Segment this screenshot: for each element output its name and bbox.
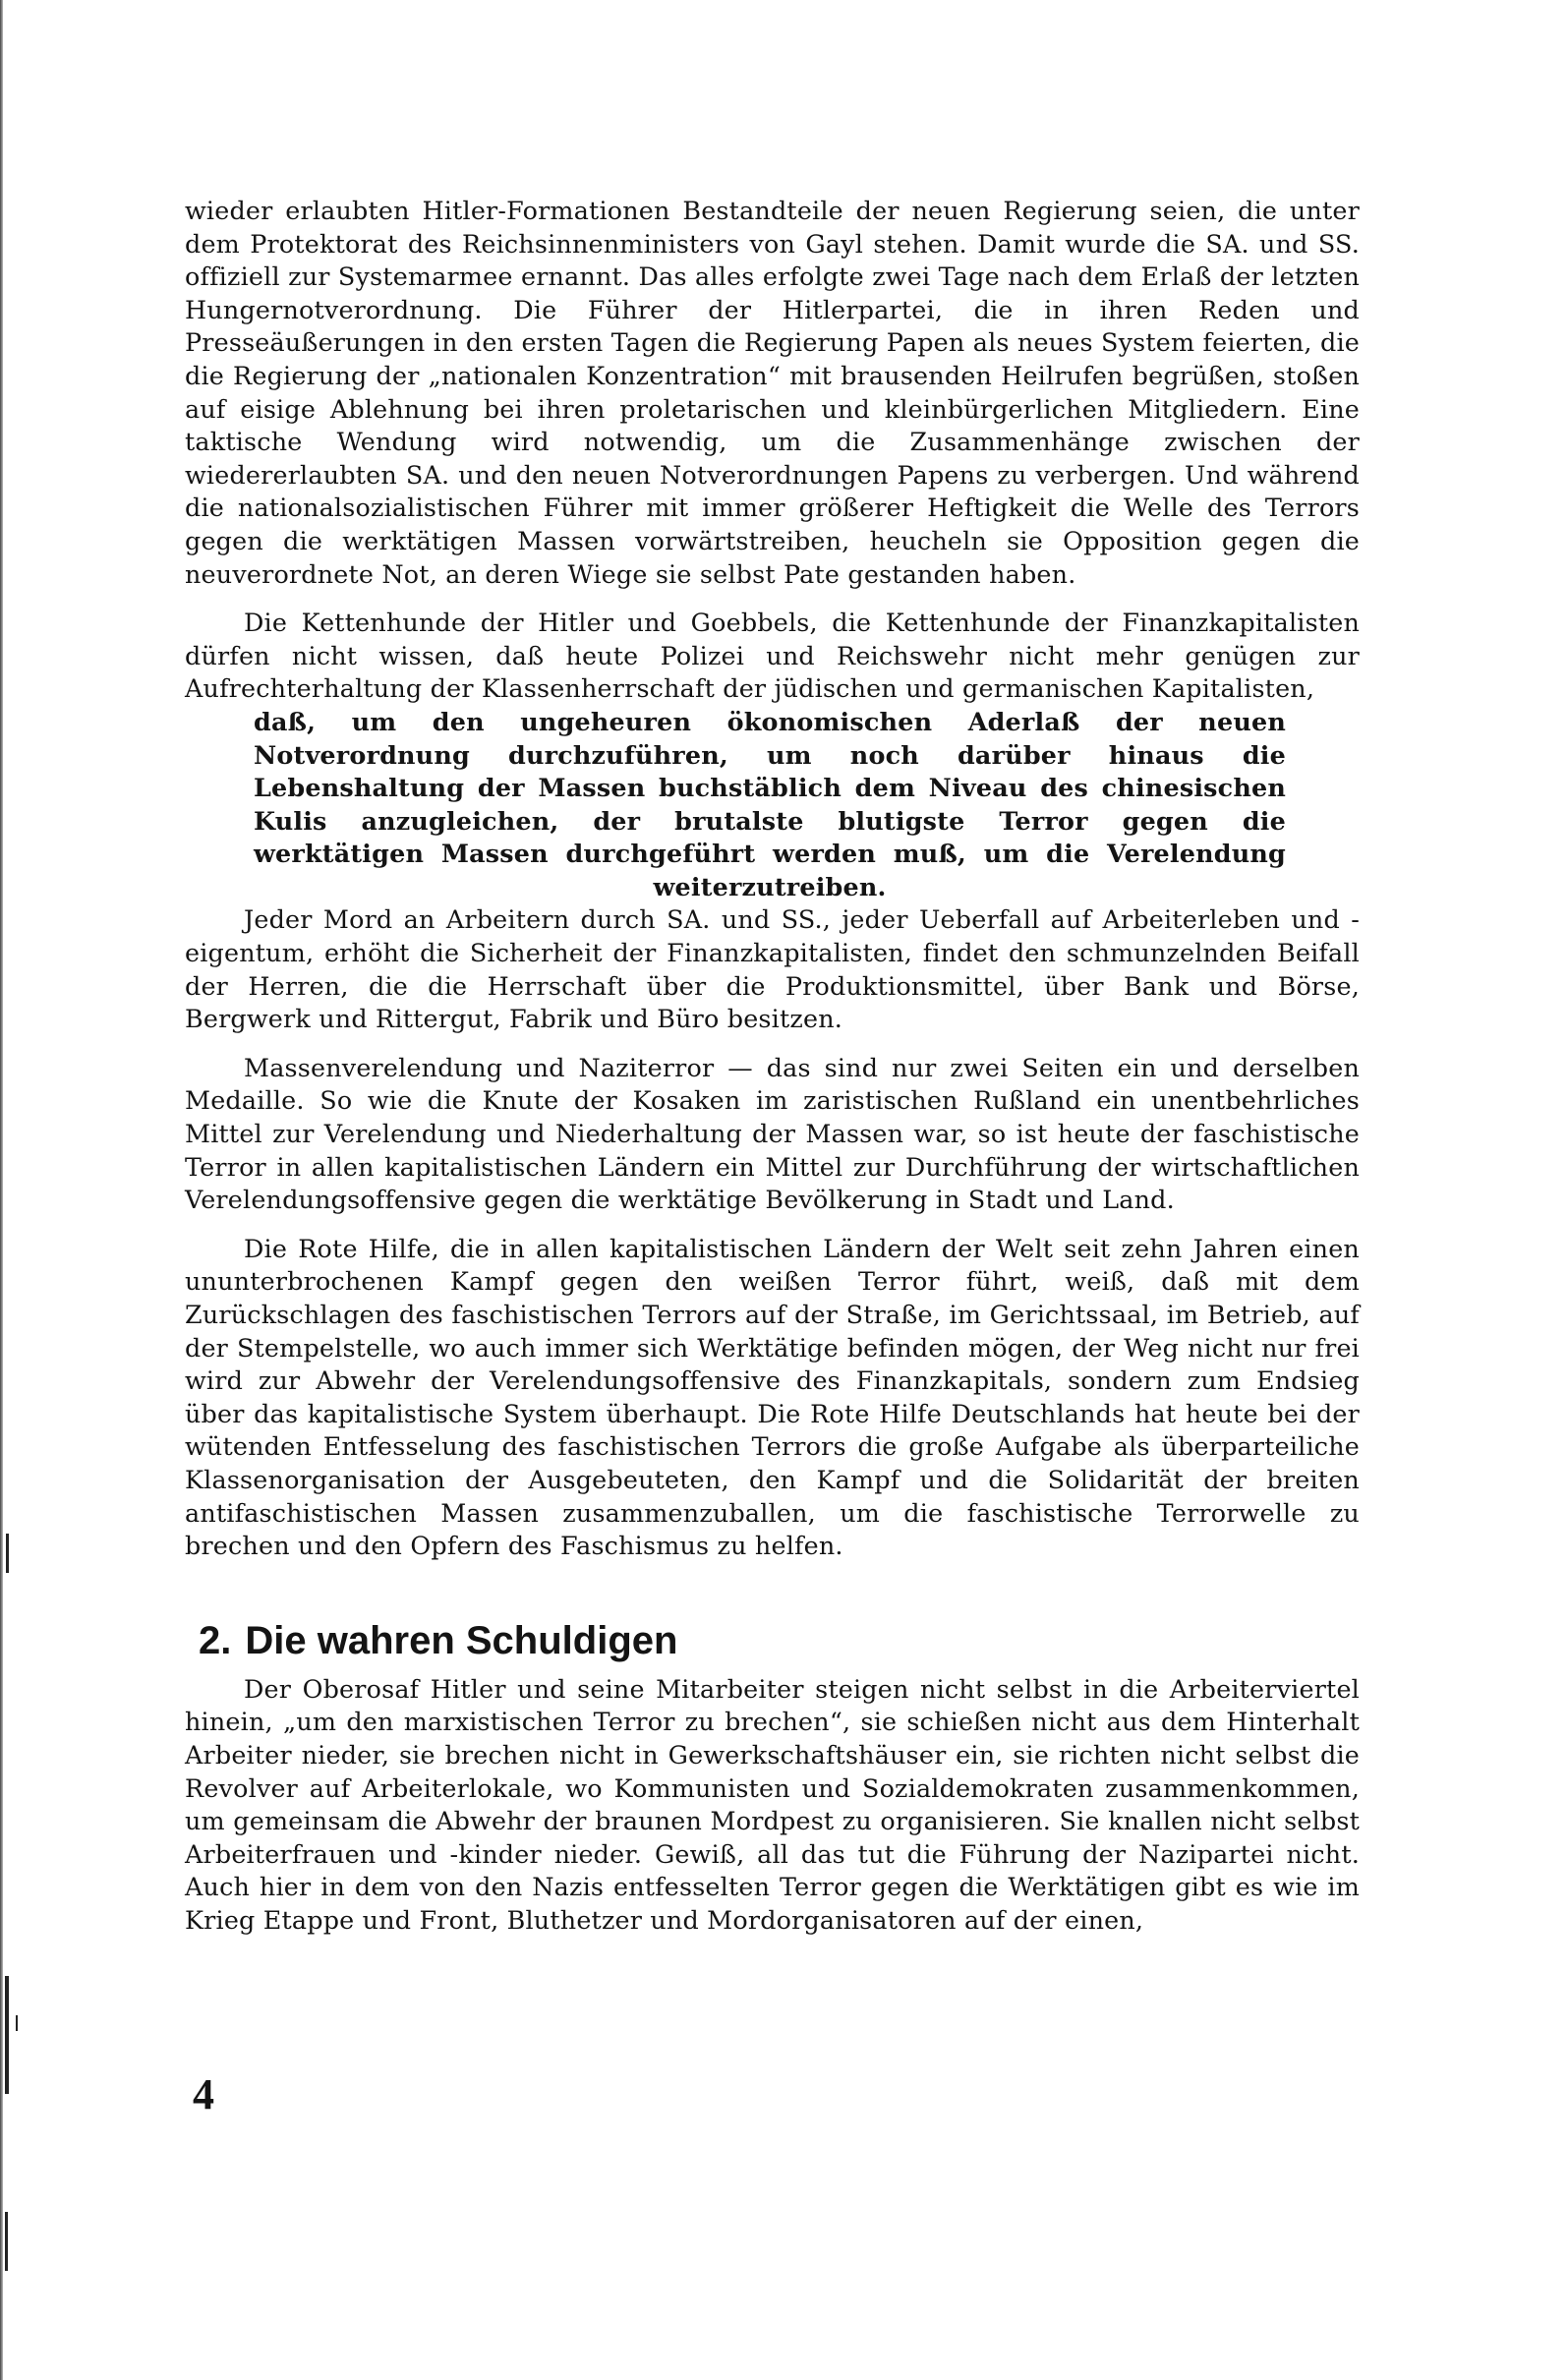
paragraph: Die Rote Hilfe, die in allen kapitalistischen Ländern der Welt seit zehn Jahren einen ununterbrochenen Kampf gegen den weißen Terror führt, weiß, daß mit dem Zurückschlagen des faschistischen Terrors auf der Straße, im Gerichtssaal, im Betrieb, auf der Stempelstelle, wo auch immer sich Werktätige befinden mögen, der Weg nicht nur frei wird zur Abwehr der Verelendungsoffensive des Finanzkapitals, sondern zum Endsieg über das kapitalistische System überhaupt. Die Rote Hilfe Deutschlands hat heute bei der wütenden Entfesselung des faschistischen Terrors die große Aufgabe als überparteiliche Klassenorganisation der Ausgebeuteten, den Kampf und die Solidarität der breiten antifaschistischen Massen zusammenzuballen, um die faschistische Terrorwelle zu brechen und den Opfern des Faschismus zu helfen. — [185, 1233, 1360, 1561]
section-heading — [199, 1616, 1360, 1665]
scan-mark — [6, 1534, 9, 1573]
scan-mark — [16, 2015, 18, 2031]
paragraph: wieder erlaubten Hitler-Formationen Bestandteile der neuen Regierung seien, die unter dem Protektorat des Reichsinnenministers von Gayl stehen. Damit wurde die SA. und SS. offiziell zur Systemarmee ernannt. Das alles erfolgte zwei Tage nach dem Erlaß der letzten Hungernotverordnung. Die Führer der Hitlerpartei, die in ihren Reden und Presseäußerungen in den ersten Tagen die Regierung Papen als neues System feierten, die die Regierung der „nationalen Konzentration“ mit brausenden Heilrufen begrüßen, stoßen auf eisige Ablehnung bei ihren proletarischen und kleinbürgerlichen Mitgliedern. Eine taktische Wendung wird notwendig, um die Zusammenhänge zwischen der wiedererlaubten SA. und den neuen Notverordnungen Papens zu verbergen. Und während die nationalsozialistischen Führer mit immer größerer Heftigkeit die Welle des Terrors gegen die werktätigen Massen vorwärtstreiben, heucheln sie Opposition gegen die neuverordnete Not, an deren Wiege sie selbst Pate gestanden haben. — [185, 196, 1360, 589]
section-number: 2. — [199, 1618, 232, 1662]
paragraph: Die Kettenhunde der Hitler und Goebbels, die Kettenhunde der Finanzkapitalisten dürfen nicht wissen, daß heute Polizei und Reichswehr nicht mehr genügen zur Aufrechterhaltung der Klassenherrschaft der jüdischen und germanischen Kapitalisten, — [185, 608, 1360, 704]
page-body — [185, 195, 1360, 1938]
scan-mark — [5, 2212, 8, 2271]
emphasized-passage: daß, um den ungeheuren ökonomischen Aderlaß der neuen Notverordnung durchzuführen, um noch darüber hinaus die Lebenshaltung der Massen buchstäblich dem Niveau des chinesischen Kulis anzugleichen, der brutalste blutigste Terror gegen die werktätigen Massen durchgeführt werden muß, um die Verelendung weiterzutreiben. — [254, 706, 1286, 901]
section-title: Die wahren Schuldigen — [245, 1618, 678, 1662]
page-number: 4 — [193, 2070, 214, 2119]
paragraph: Der Oberosaf Hitler und seine Mitarbeiter steigen nicht selbst in die Arbeiterviertel hinein, „um den marxistischen Terror zu brechen“, sie schießen nicht aus dem Hinterhalt Arbeiter nieder, sie brechen nicht in Gewerkschaftshäuser ein, sie richten nicht selbst die Revolver auf Arbeiterlokale, wo Kommunisten und Sozialdemokraten zusammenkommen, um gemeinsam die Abwehr der braunen Mordpest zu organisieren. Sie knallen nicht selbst Arbeiterfrauen und -kinder nieder. Gewiß, all das tut die Führung der Nazipartei nicht. Auch hier in dem von den Nazis entfesselten Terror gegen die Werktätigen gibt es wie im Krieg Etappe und Front, Bluthetzer und Mordorganisatoren auf der einen, — [185, 1673, 1360, 1935]
paragraph: Jeder Mord an Arbeitern durch SA. und SS., jeder Ueberfall auf Arbeiterleben und -eigentum, erhöht die Sicherheit der Finanzkapitalisten, findet den schmunzelnden Beifall der Herren, die die Herrschaft über die Produktionsmittel, über Bank und Börse, Bergwerk und Rittergut, Fabrik und Büro besitzen. — [185, 904, 1360, 1034]
page-edge — [0, 0, 3, 2380]
paragraph: Massenverelendung und Naziterror — das sind nur zwei Seiten ein und derselben Medaille. So wie die Knute der Kosaken im zaristischen Rußland ein unentbehrliches Mittel zur Verelendung und Niederhaltung der Massen war, so ist heute der faschistische Terror in allen kapitalistischen Ländern ein Mittel zur Durchführung der wirtschaftlichen Verelendungsoffensive gegen die werktätige Bevölkerung in Stadt und Land. — [185, 1052, 1360, 1215]
scan-mark — [5, 1976, 9, 2094]
